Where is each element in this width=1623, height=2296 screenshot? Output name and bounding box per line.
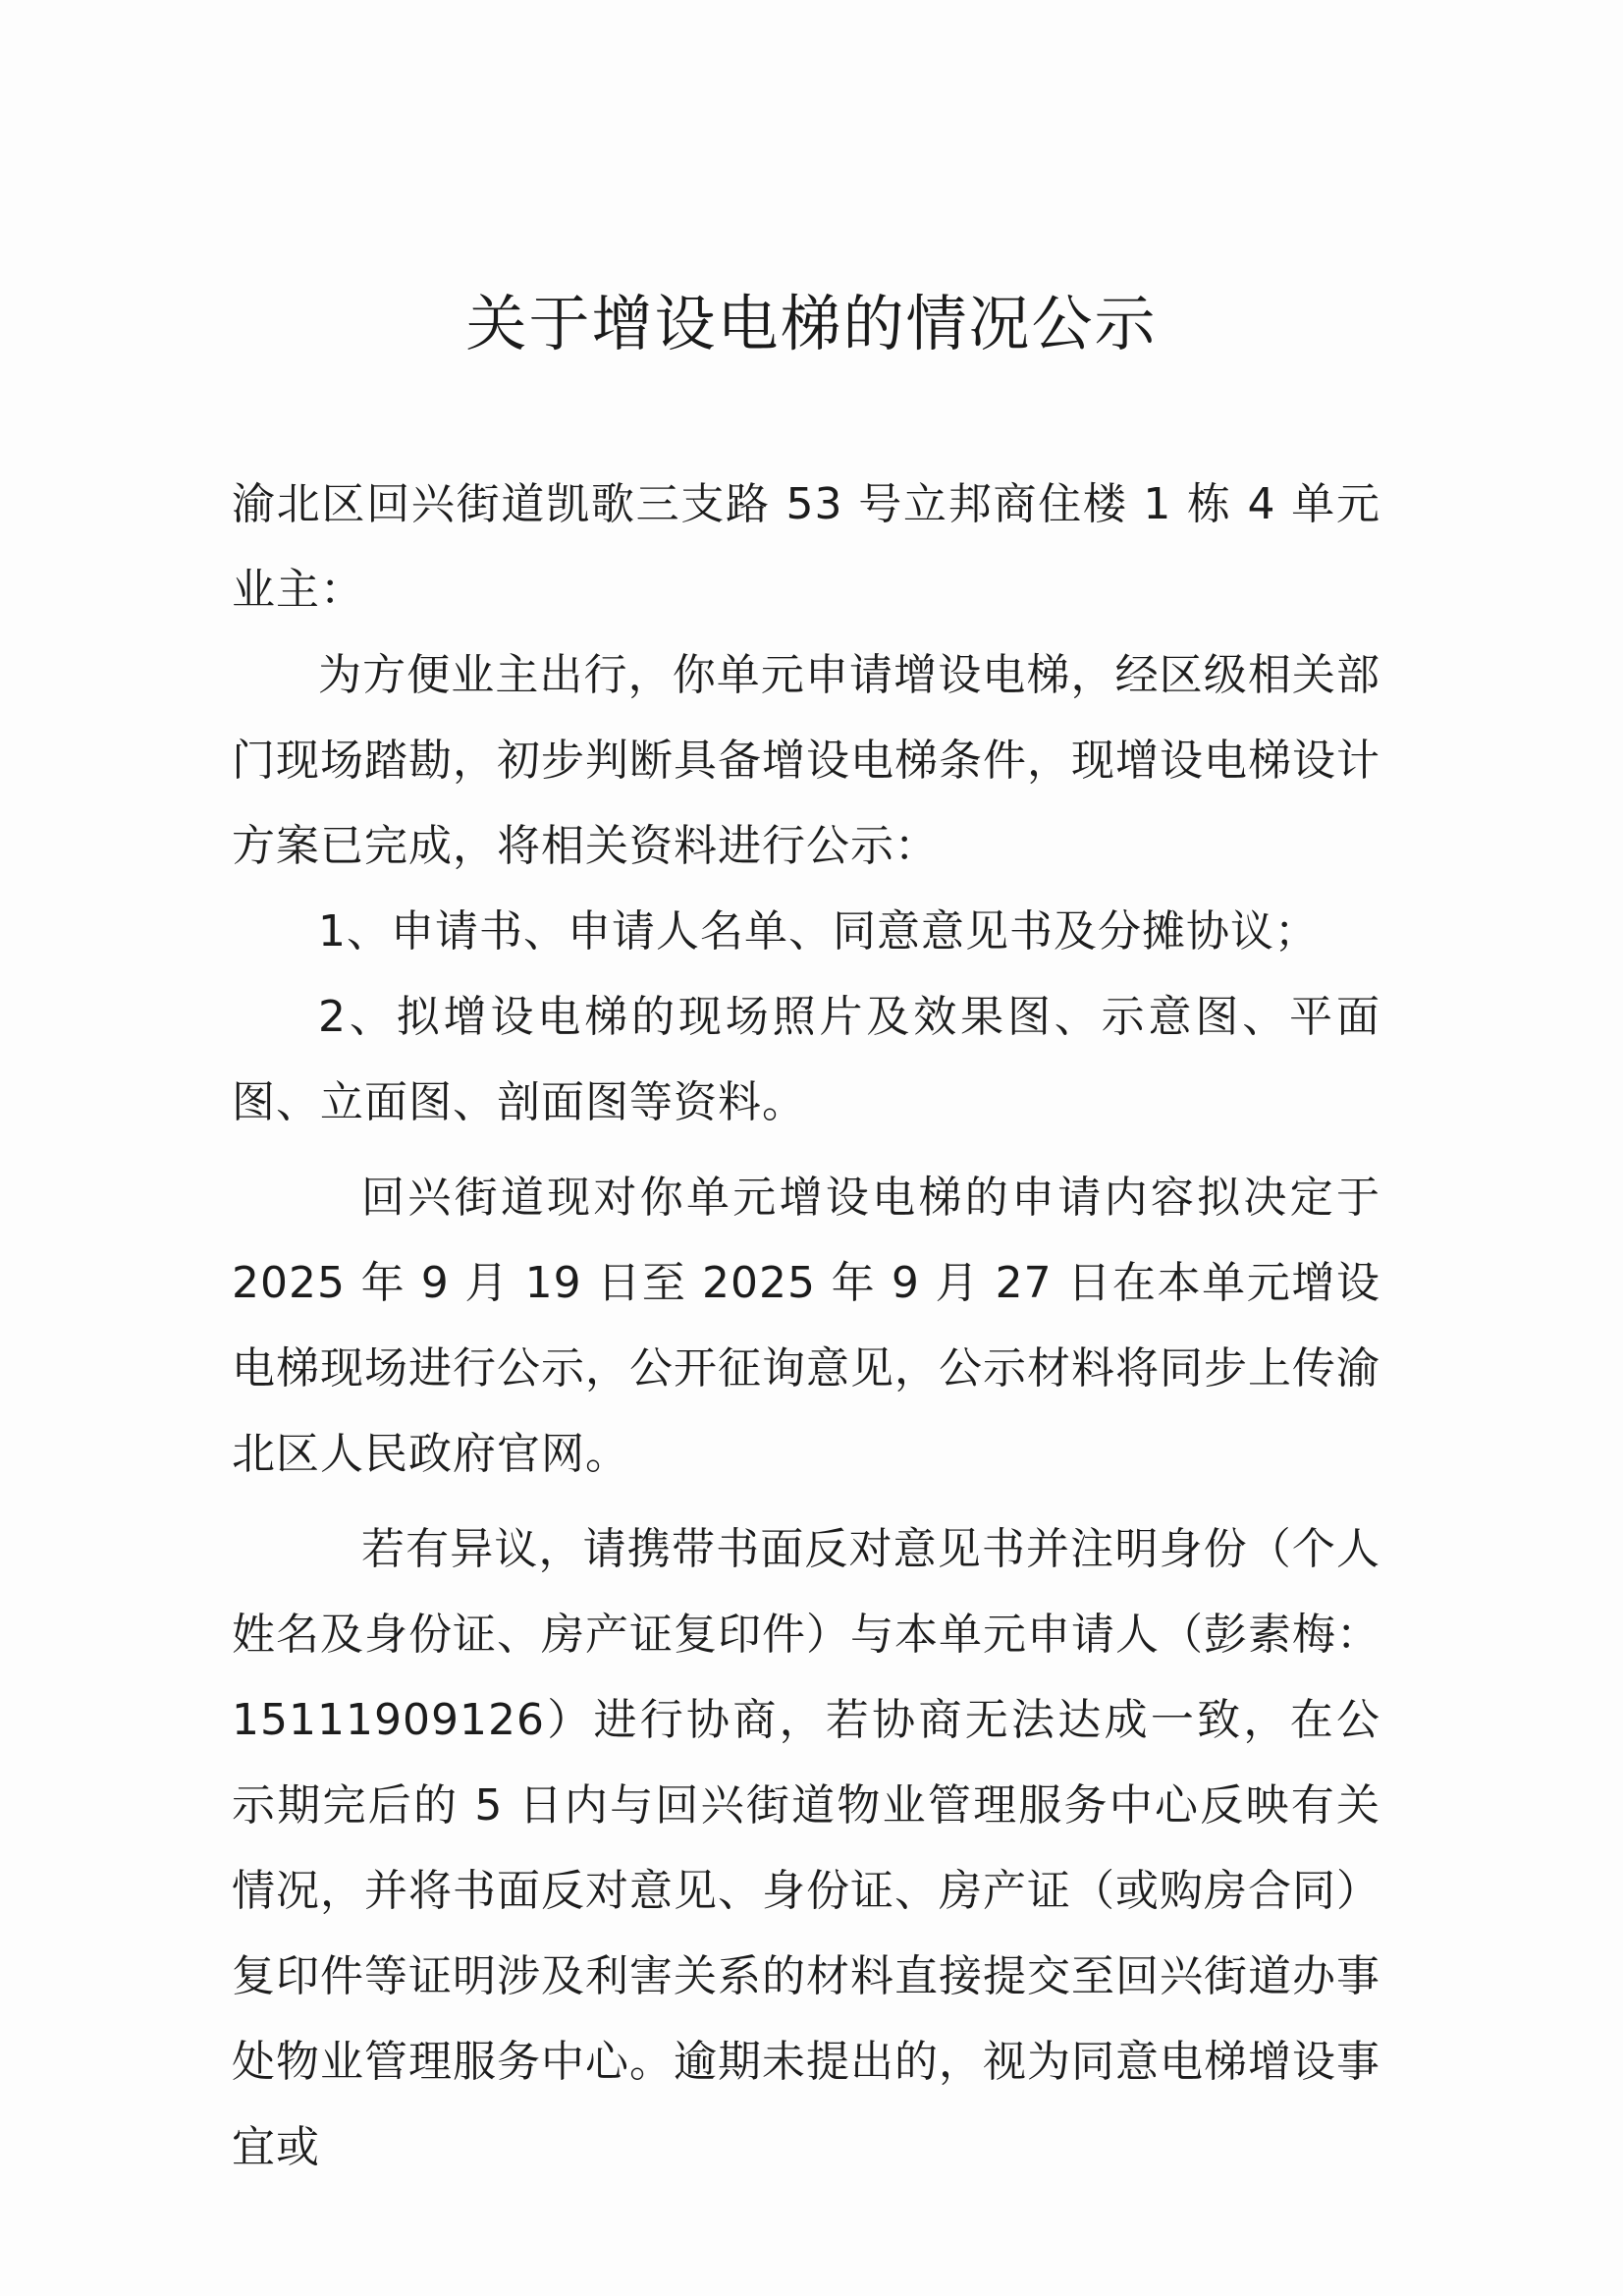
list-item-1: 1、申请书、申请人名单、同意意见书及分摊协议； [318, 906, 1319, 957]
salutation: 渝北区回兴街道凯歌三支路 53 号立邦商住楼 1 栋 4 单元业主： [232, 479, 1380, 615]
paragraph-gap [232, 1145, 1380, 1155]
list-item-2: 2、拟增设电梯的现场照片及效果图、示意图、平面图、立面图、剖面图等资料。 [232, 992, 1380, 1127]
document-title: 关于增设电梯的情况公示 [465, 288, 1158, 359]
paragraph-objection-procedure: 若有异议，请携带书面反对意见书并注明身份（个人姓名及身份证、房产证复印件）与本单元申请人（彭素梅：15111909126）进行协商，若协商无法达成一致，在公示期完后的 5 日内与回兴街道物业管理服务中心反映有关情况，并将书面反对意见、身份证、房产证（或购房合同）复印件等证明涉及利害关系的材料直接提交至回兴街道办事处物业管理服务中心。逾期未提出的，视为同意电梯增设事宜或 [232, 1524, 1380, 2172]
paragraph-gap [232, 1497, 1380, 1506]
paragraph-intro: 为方便业主出行，你单元申请增设电梯，经区级相关部门现场踏勘，初步判断具备增设电梯条件，现增设电梯设计方案已完成，将相关资料进行公示： [232, 650, 1380, 871]
document-body [232, 462, 1380, 2190]
paragraph-announcement-period: 回兴街道现对你单元增设电梯的申请内容拟决定于 2025 年 9 月 19 日至 2025 年 9 月 27 日在本单元增设电梯现场进行公示，公开征询意见，公示材料将同步上传渝北区人民政府官网。 [232, 1173, 1380, 1479]
